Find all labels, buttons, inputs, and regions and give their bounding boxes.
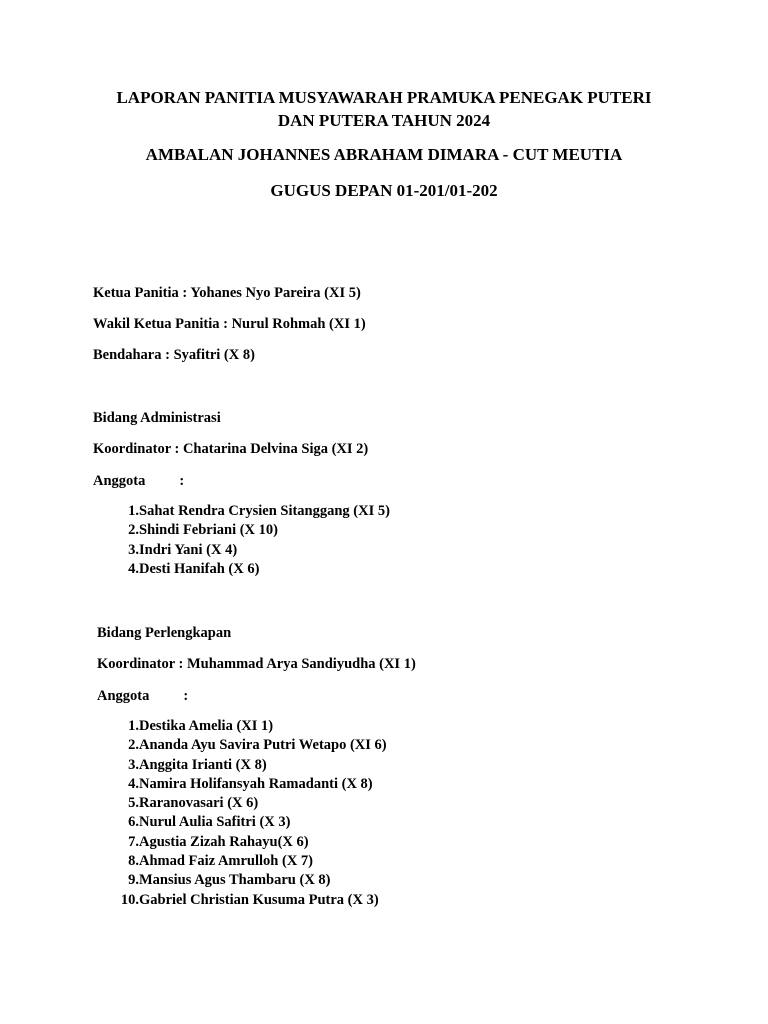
anggota-list-perlengkapan	[112, 717, 387, 910]
list-item	[112, 871, 331, 890]
ambalan-title: AMBALAN JOHANNES ABRAHAM DIMARA - CUT MEUTIA	[145, 145, 623, 164]
anggota-colon: :	[183, 688, 189, 704]
ketua-panitia: Ketua Panitia : Yohanes Nyo Pareira (XI 5)	[93, 285, 361, 301]
list-item	[112, 852, 313, 871]
list-item-number: 3.	[128, 541, 139, 558]
anggota-label-text: Anggota	[93, 473, 146, 489]
member-name: Shindi Febriani (X 10)	[139, 522, 278, 539]
list-item-number: 7.	[128, 833, 139, 850]
list-item	[112, 736, 387, 755]
list-item	[112, 502, 390, 521]
member-name: Nurul Aulia Safitri (X 3)	[139, 814, 291, 831]
list-item	[112, 891, 379, 910]
document-title-line-1: LAPORAN PANITIA MUSYAWARAH PRAMUKA PENEGAK PUTERI	[116, 88, 652, 107]
list-item	[112, 775, 373, 794]
member-name: Ananda Ayu Savira Putri Wetapo (XI 6)	[139, 737, 387, 754]
list-item-number: 2.	[128, 737, 139, 754]
list-item-number: 1.	[128, 503, 139, 519]
list-item	[112, 833, 309, 852]
anggota-list-administrasi	[112, 502, 390, 579]
section-heading-administrasi: Bidang Administrasi	[93, 410, 221, 426]
member-name: Indri Yani (X 4)	[139, 541, 238, 558]
list-item	[112, 717, 274, 736]
koordinator-perlengkapan: Koordinator : Muhammad Arya Sandiyudha (XI 1)	[97, 656, 416, 672]
member-name: Raranovasari (X 6)	[139, 795, 259, 812]
member-name: Ahmad Faiz Amrulloh (X 7)	[139, 853, 313, 870]
list-item	[112, 521, 278, 540]
list-item-number: 4.	[128, 775, 139, 792]
bendahara: Bendahara : Syafitri (X 8)	[93, 347, 255, 363]
list-item	[112, 756, 267, 775]
gugus-depan-title: GUGUS DEPAN 01-201/01-202	[270, 181, 498, 200]
list-item-number: 1.	[128, 718, 139, 734]
member-name: Desti Hanifah (X 6)	[139, 560, 260, 577]
list-item	[112, 560, 260, 579]
anggota-label-perlengkapan	[97, 687, 188, 705]
document-title-line-2: DAN PUTERA TAHUN 2024	[277, 111, 491, 130]
list-item-number: 9.	[128, 872, 139, 889]
member-name: Sahat Rendra Crysien Sitanggang (XI 5)	[139, 503, 390, 519]
list-item	[112, 541, 238, 560]
member-name: Gabriel Christian Kusuma Putra (X 3)	[139, 891, 379, 908]
member-name: Anggita Irianti (X 8)	[139, 756, 267, 773]
anggota-label-administrasi	[93, 472, 184, 490]
wakil-ketua-panitia: Wakil Ketua Panitia : Nurul Rohmah (XI 1)	[93, 316, 366, 332]
list-item-number: 6.	[128, 814, 139, 831]
koordinator-administrasi: Koordinator : Chatarina Delvina Siga (XI 2)	[93, 441, 369, 457]
section-heading-perlengkapan: Bidang Perlengkapan	[97, 625, 232, 641]
list-item-number: 4.	[128, 560, 139, 577]
member-name: Mansius Agus Thambaru (X 8)	[139, 872, 331, 889]
list-item-number: 2.	[128, 522, 139, 539]
anggota-colon: :	[179, 473, 185, 489]
anggota-label-text: Anggota	[97, 688, 150, 704]
list-item-number: 5.	[128, 795, 139, 812]
member-name: Namira Holifansyah Ramadanti (X 8)	[139, 775, 373, 792]
member-name: Agustia Zizah Rahayu(X 6)	[139, 833, 309, 850]
list-item	[112, 794, 259, 813]
member-name: Destika Amelia (XI 1)	[139, 718, 274, 734]
list-item-number: 8.	[128, 853, 139, 870]
list-item-number: 3.	[128, 756, 139, 773]
list-item-number: 10.	[120, 891, 139, 908]
list-item	[112, 813, 291, 832]
